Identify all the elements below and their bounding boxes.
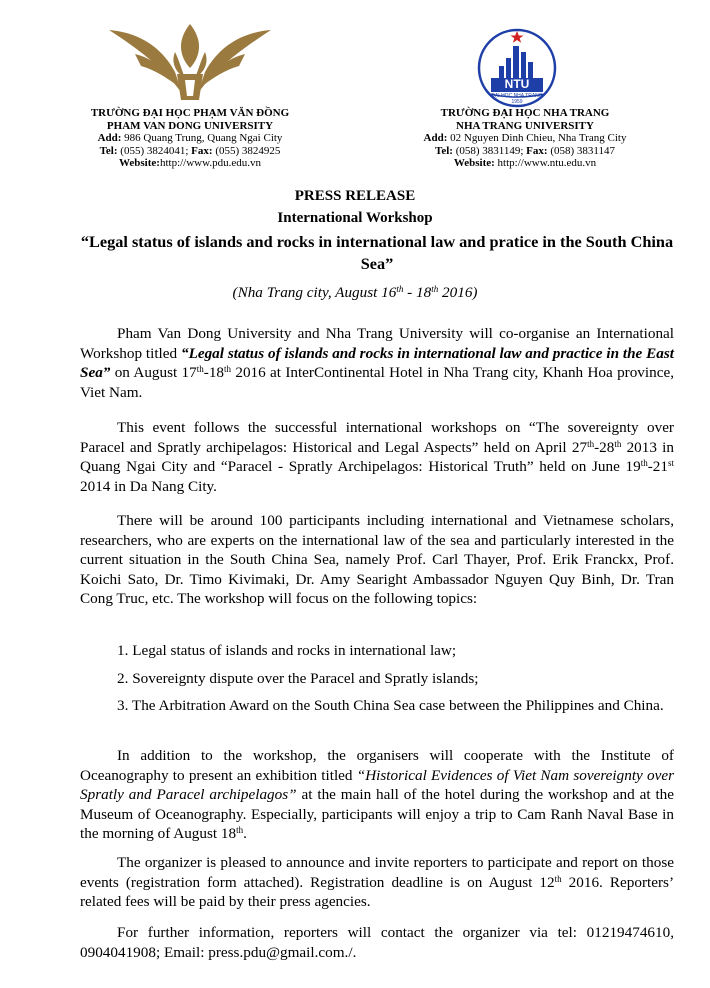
ntu-logo [477,28,557,108]
right-institution-name-vi: TRƯỜNG ĐẠI HỌC NHA TRANG [440,107,610,119]
left-institution-phone: Tel: (055) 3824041; Fax: (055) 3824925 [99,144,281,157]
topic-item-2: 2. Sovereignty dispute over the Paracel and Spratly islands; [117,670,479,687]
topic-item-3: 3. The Arbitration Award on the South China Sea case between the Philippines and China. [117,697,664,714]
right-institution-phone: Tel: (058) 3831149; Fax: (058) 3831147 [435,144,615,157]
right-institution-name-en: NHA TRANG UNIVERSITY [456,119,594,132]
paragraph-registration: The organizer is pleased to announce and invite reporters to participate and report on those events (registration form attached). Registration deadline is on August 12th 2016. Reporters’ related fees will be paid by their press agencies. [80,854,675,911]
right-institution-website: Website: http://www.ntu.edu.vn [453,157,597,169]
paragraph-exhibition: In addition to the workshop, the organisers will cooperate with the Institute of Oceanography to present an exhibition titled “Historical Evidences of Viet Nam sovereignty over Spratly and Paracel archipelagos” at the main hall of the hotel during the workshop and at the Museum of Oceanography. Especially, participants will enjoy a trip to Cam Ranh Naval Base in the morning of August 18th. [80,747,674,843]
ntu-logo-text: NTU [504,77,530,91]
workshop-subtitle: International Workshop [277,210,433,226]
left-institution-website: Website:http://www.pdu.edu.vn [119,157,261,169]
workshop-date: (Nha Trang city, August 16th - 18th 2016) [232,284,478,301]
left-institution-name-en: PHAM VAN DONG UNIVERSITY [106,119,274,132]
left-institution-address: Add: 986 Quang Trung, Quang Ngai City [97,132,283,144]
pdu-logo-icon [105,22,275,102]
left-institution-header [50,107,330,170]
ntu-logo-year: 1959 [511,99,523,105]
press-release-heading: PRESS RELEASE [294,188,416,204]
ntu-logo-subtext: ĐẠI HỌC NHA TRANG [491,93,543,99]
topic-item-1: 1. Legal status of islands and rocks in international law; [117,642,457,659]
right-institution-header [385,107,665,170]
workshop-title: “Legal status of islands and rocks in international law and pratice in the South China Sea” [80,232,674,273]
paragraph-contact: For further information, reporters will contact the organizer via tel: 01219474610, 0904041908; Email: press.pdu@gmail.com./. [80,924,674,961]
paragraph-intro: Pham Van Dong University and Nha Trang University will co-organise an International Workshop titled “Legal status of islands and rocks in international law and practice in the East Sea” on August 17th-18th 2016 at InterContinental Hotel in Nha Trang city, Khanh Hoa province, Viet Nam. [80,325,674,401]
right-institution-address: Add: 02 Nguyen Dinh Chieu, Nha Trang City [423,132,627,144]
left-institution-name-vi: TRƯỜNG ĐẠI HỌC PHẠM VĂN ĐỒNG [90,107,290,119]
paragraph-participants: There will be around 100 participants including international and Vietnamese scholars, researchers, who are experts on the international law of the sea and particularly interested in the current situation in the South China Sea, namely Prof. Carl Thayer, Prof. Erik Franckx, Prof. Koichi Sato, Dr. Timo Kivimaki, Dr. Amy Searight Ambassador Nguyen Quy Binh, Dr. Tran Cong Truc, etc. The workshop will focus on the following topics: [80,512,674,608]
paragraph-previous-workshops: This event follows the successful international workshops on “The sovereignty over Paracel and Spratly archipelagos: Historical and Legal Aspects” held on April 27th-28th 2013 in Quang Ngai City and “Paracel - Spratly Archipelagos: Historical Truth” held on June 19th-21st 2014 in Da Nang City. [80,419,674,495]
